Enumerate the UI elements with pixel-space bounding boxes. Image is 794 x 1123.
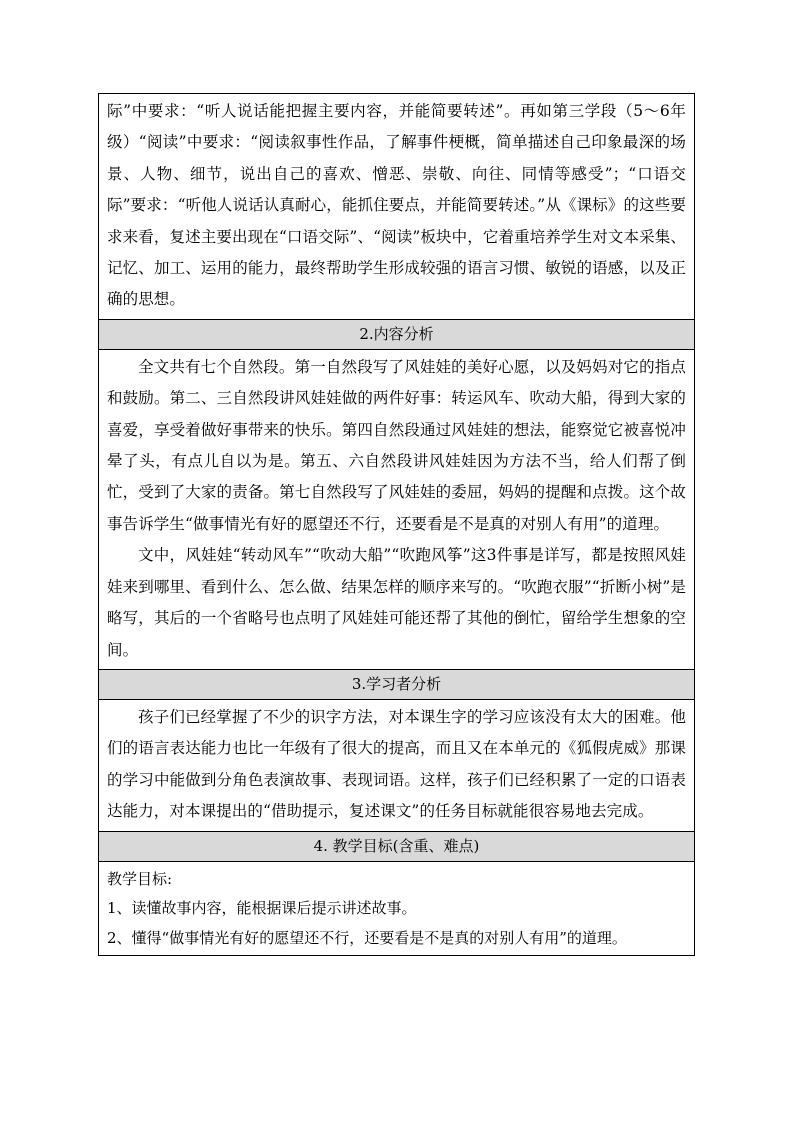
section-4-goals-cell	[99, 861, 695, 956]
section-2-heading-row	[99, 319, 695, 349]
section-1-text-cell	[99, 94, 695, 320]
goals-label: 教学目标:	[107, 869, 173, 888]
section-3-heading-row	[99, 669, 695, 699]
section-3-text-cell	[99, 699, 695, 831]
section-2-paragraph-2: 文中，风娃娃“转动风车”“吹动大船”“吹跑风筝”这3件事是详写，都是按照风娃娃来到哪里、看到什么、怎么做、结果怎样的顺序来写的。“吹跑衣服”“折断小树”是略写，其后的一个省略号也点明了风娃娃可能还帮了其他的倒忙，留给学生想象的空间。	[107, 546, 686, 659]
section-4-heading: 4. 教学目标(含重、难点)	[99, 831, 695, 861]
section-3-paragraph: 孩子们已经掌握了不少的识字方法，对本课生字的学习应该没有太大的困难。他们的语言表达能力也比一年级有了很大的提高，而且又在本单元的《狐假虎威》那课的学习中能做到分角色表演故事、表现词语。这样，孩子们已经积累了一定的口语表达能力，对本课提出的“借助提示，复述课文”的任务目标就能很容易地去完成。	[107, 707, 686, 821]
section-2-text-cell	[99, 349, 695, 669]
section-3-row	[99, 699, 695, 831]
section-2-heading: 2.内容分析	[99, 319, 695, 349]
section-4-heading-row	[99, 831, 695, 861]
section-3-heading: 3.学习者分析	[99, 669, 695, 699]
section-2-paragraph-1: 全文共有七个自然段。第一自然段写了风娃娃的美好心愿，以及妈妈对它的指点和鼓励。第二、三自然段讲风娃娃做的两件好事：转运风车、吹动大船，得到大家的喜爱，享受着做好事带来的快乐。第四自然段通过风娃娃的想法，能察觉它被喜悦冲晕了头，有点儿自以为是。第五、六自然段讲风娃娃因为方法不当，给人们帮了倒忙，受到了大家的责备。第七自然段写了风娃娃的委屈，妈妈的提醒和点拨。这个故事告诉学生“做事情光有好的愿望还不行，还要看是不是真的对别人有用”的道理。	[107, 357, 686, 533]
goal-item-1: 1、读懂故事内容，能根据课后提示讲述故事。	[107, 899, 417, 918]
lesson-plan-table	[98, 93, 695, 956]
section-1-row	[99, 94, 695, 320]
goal-item-2: 2、懂得“做事情光有好的愿望还不行，还要看是不是真的对别人有用”的道理。	[107, 928, 627, 947]
section-4-row	[99, 861, 695, 956]
section-2-row	[99, 349, 695, 669]
section-1-paragraph: 际”中要求：“听人说话能把握主要内容，并能简要转述”。再如第三学段（5～6年级）“阅读”中要求：“阅读叙事性作品，了解事件梗概，简单描述自己印象最深的场景、人物、细节，说出自己的喜欢、憎恶、崇敬、向往、同情等感受”；“口语交际”要求：“听他人说话认真耐心，能抓住要点，并能简要转述。”从《课标》的这些要求来看，复述主要出现在“口语交际”、“阅读”板块中，它着重培养学生对文本采集、记忆、加工、运用的能力，最终帮助学生形成较强的语言习惯、敏锐的语感，以及正确的思想。	[107, 102, 686, 309]
